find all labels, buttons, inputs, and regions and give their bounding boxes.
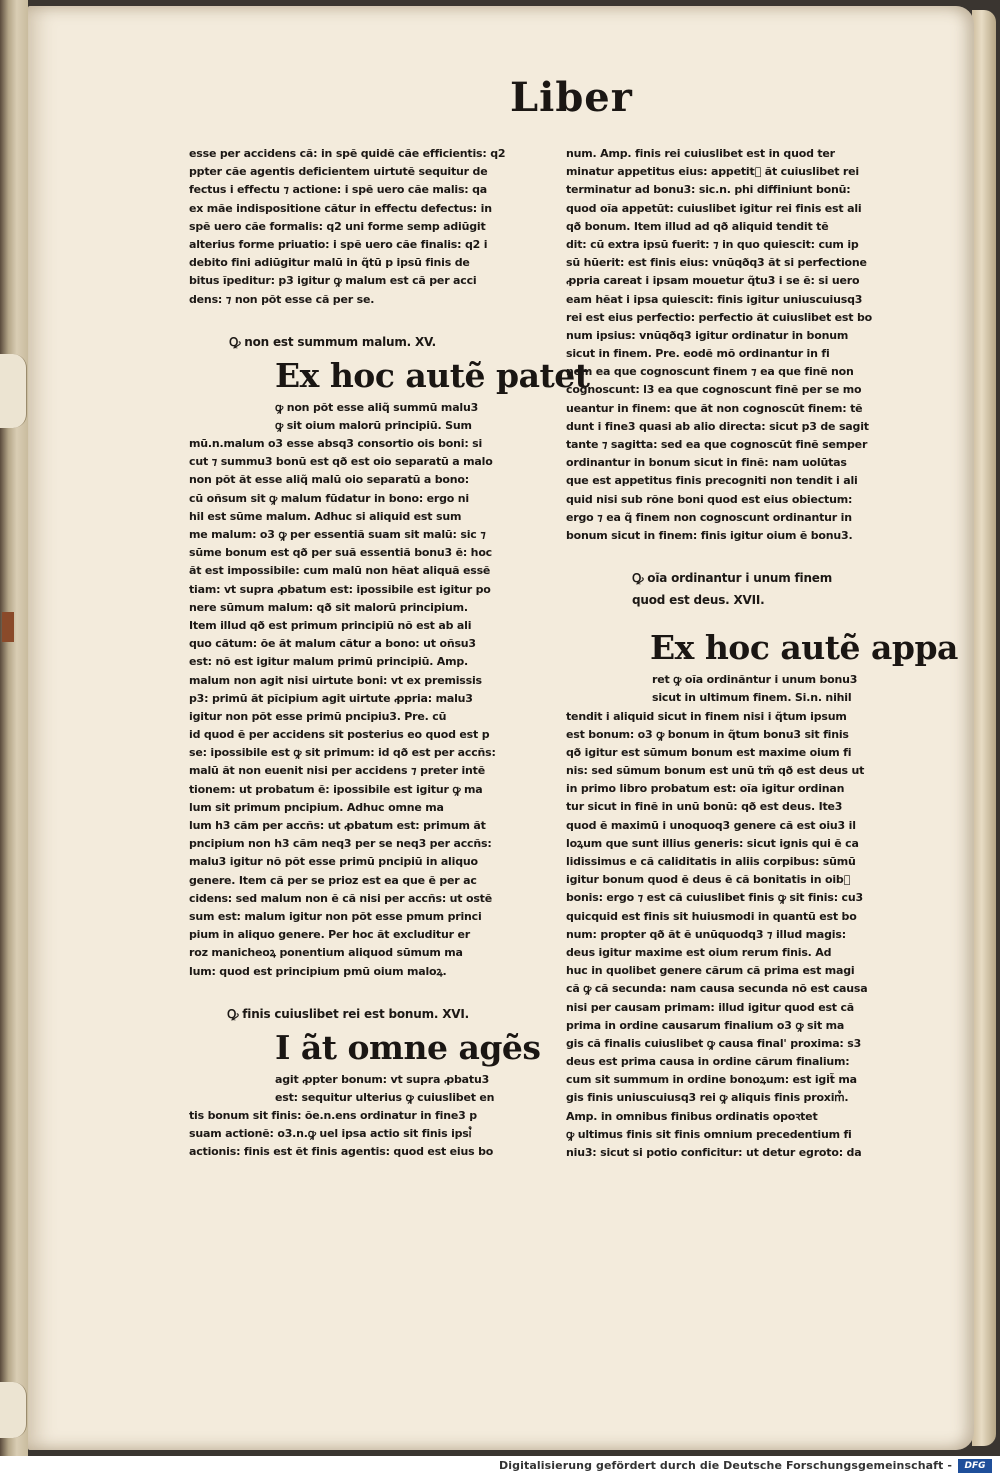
text-line: num ipsius: vnūqðq3 igitur ordinatur in bonum: [566, 328, 849, 342]
text-line: lum sit primum pncipium. Adhuc omne ma: [189, 800, 444, 814]
text-line: in primo libro probatum est: oĩa igitur ordinan: [566, 782, 845, 796]
text-line: Amp. in omnibus finibus ordinatis opoꝛtet: [566, 1109, 818, 1123]
text-line: huc in quolibet genere cãrum cã prima est magi: [566, 964, 855, 978]
text-line: lum h3 cãm per accñs: ut ꝓbatum est: primum ãt: [189, 819, 486, 832]
text-line: ppter cãe agentis deficientem uirtutẽ sequitur de: [189, 165, 488, 179]
text-line: quo cãtum: õe ãt malum cãtur a bono: ut oñsu3: [189, 637, 476, 651]
page-edges: [972, 10, 996, 1446]
right-text-block-2: [566, 671, 896, 1162]
chapter-heading-xv: Ꝙ non est summum malum. XV.: [229, 334, 436, 349]
initial-line-xv: Ex hoc autẽ patet: [275, 355, 590, 395]
text-line: cum sit summum in ordine bonoꝝum: est igit̃ ma: [566, 1073, 857, 1087]
text-line: cut ⁊ summu3 bonū est qð est oio separatū a malo: [189, 455, 493, 469]
text-line: agit ꝓpter bonum: vt supra ꝓbatu3: [275, 1072, 490, 1086]
book-spine: [0, 0, 28, 1456]
text-line: nis: sed sūmum bonum est unū tm̃ qð est deus ut: [566, 764, 865, 778]
text-line: spẽ uero cãe formalis: q2 uni forme semp adiūgit: [189, 219, 486, 233]
text-line: Item illud qð est primum principiū nõ est ab ali: [189, 618, 472, 632]
spine-clasp-top: [0, 354, 27, 428]
chapter-heading-xvi: Ꝙ finis cuiuslibet rei est bonum. XVI.: [227, 1006, 469, 1021]
text-line: num. Amp. finis rei cuiuslibet est in quod ter: [566, 147, 835, 160]
left-column: [189, 145, 590, 1162]
text-line: quod oĩa appetūt: cuiuslibet igitur rei finis est ali: [566, 201, 862, 215]
text-line: est: sequitur ulterius ꝙ cuiuslibet en: [275, 1090, 495, 1104]
text-line: deus est prima causa in ordine cãrum finalium:: [566, 1055, 850, 1069]
text-line: tionem: ut probatum ẽ: ipossibile est igitur ꝙ ma: [189, 782, 483, 796]
text-line: sū hūerit: est finis eius: vnūqðq3 ãt si perfectione: [566, 256, 867, 270]
text-line: ꝙ sit oium malorū principiū. Sum: [275, 418, 472, 432]
running-header: Liber: [510, 74, 633, 121]
text-line: que est appetitus finis precogniti non tendit i ali: [566, 474, 858, 488]
text-line: rei est eius perfectio: perfectio ãt cuiuslibet est bo: [566, 310, 873, 324]
text-line: mū.n.malum o3 esse absq3 consortio ois boni: si: [189, 437, 483, 451]
text-line: nere sūmum malum: qð sit malorū principium.: [189, 600, 468, 614]
chapter-heading-xvii-line1: Ꝙ oĩa ordinantur i unum finem: [632, 571, 833, 586]
text-line: niu3: sicut si potio conficitur: ut detur egroto: da: [566, 1146, 862, 1159]
footer-credit: Digitalisierung gefördert durch die Deutsche Forschungsgemeinschaft -: [499, 1459, 952, 1472]
text-line: gis cã finalis cuiuslibet ꝙ causa final' proxima: s3: [566, 1036, 862, 1050]
text-line: me malum: o3 ꝙ per essentiã suam sit malū: sic ⁊: [189, 528, 486, 541]
text-line: loꝝum que sunt illius generis: sicut ignis qui ẽ ca: [566, 836, 859, 850]
text-line: se: ipossibile est ꝙ sit primum: id qð est per accñs:: [189, 746, 496, 760]
text-line: qð igitur est sūmum bonum est maxime oium fi: [566, 745, 852, 759]
text-line: roz manicheoꝝ ponentium aliquod sūmum ma: [189, 946, 463, 960]
text-line: ꝙ ultimus finis sit finis omnium precedentium fi: [566, 1127, 852, 1141]
text-line: cã ꝙ cã secunda: nam causa secunda nõ est causa: [566, 982, 868, 996]
text-line: lum: quod est principium pmū oium maloꝝ.: [189, 964, 447, 978]
text-line: sicut in ultimum finem. Si.n. nihil: [652, 691, 852, 705]
dfg-logo: DFG: [958, 1459, 992, 1473]
text-line: tendit i aliquid sicut in finem nisi i q̃tum ipsum: [566, 709, 847, 723]
text-line: tur sicut in finẽ in unū bonū: qð est deus. Ite3: [566, 800, 843, 814]
text-line: eam hẽat i ipsa quiescit: finis igitur uniuscuiusq3: [566, 292, 863, 306]
text-line: dunt i fine3 quasi ab alio directa: sicut p3 de sagit: [566, 419, 869, 433]
text-line: p3: primū ãt pĩcipium agit uirtute ꝓpria: malu3: [189, 691, 473, 705]
left-text-block-3: [189, 1071, 519, 1162]
text-line: ergo ⁊ ea q̃ finem non cognoscunt ordinantur in: [566, 510, 852, 524]
initial-line-xvii: Ex hoc autẽ appa: [650, 628, 958, 668]
text-line: ret ꝙ oĩa ordinãntur i unum bonu3: [652, 673, 858, 687]
text-line: sum est: malum igitur non põt esse pmum princi: [189, 909, 482, 923]
text-line: ueantur in finem: que ãt non cognoscūt finem: tẽ: [566, 401, 863, 415]
text-line: igitur non põt esse primū pncipiu3. Pre. cū: [189, 709, 447, 723]
text-line: actionis: finis est ẽt finis agentis: quod est eius bo: [189, 1145, 494, 1159]
text-line: lidissimus e cã caliditatis in aliis corpibus: sūmū: [566, 855, 856, 868]
text-line: quod ẽ maximū i unoquoq3 genere cã est oiu3 il: [566, 818, 856, 832]
text-line: num: propter qð ãt ẽ unūquodq3 ⁊ illud magis:: [566, 927, 846, 941]
text-line: id quod ẽ per accidens sit posterius eo quod est p: [189, 728, 490, 742]
text-line: debito fini adiūgitur malū in q̃tū p ipsū finis de: [189, 256, 470, 270]
chapter-heading-xvii-line2: quod est deus. XVII.: [632, 593, 765, 608]
text-line: deus igitur maxime est oium rerum finis. Ad: [566, 945, 832, 959]
text-line: est: nõ est igitur malum primū principiū. Amp.: [189, 655, 469, 669]
text-line: ordinantur in bonum sicut in finẽ: nam uolūtas: [566, 456, 847, 470]
text-line: esse per accidens cã: in spẽ quidẽ cãe efficientis: q2: [189, 147, 506, 160]
text-line: alterius forme priuatio: i spẽ uero cãe finalis: q2 i: [189, 237, 488, 251]
text-line: igitur bonum quod ẽ deus ẽ cã bonitatis in oib᷒: [566, 873, 851, 887]
text-line: terminatur ad bonu3: sic.n. phi diffiniunt bonū:: [566, 183, 851, 197]
text-line: tiam: vt supra ꝓbatum est: ipossibile est igitur po: [189, 582, 491, 596]
text-line: pium in aliquo genere. Per hoc ãt excluditur er: [189, 928, 470, 942]
spine-clasp-bottom: [0, 1382, 27, 1438]
text-line: bonis: ergo ⁊ est cã cuiuslibet finis ꝙ sit finis: cu3: [566, 891, 863, 905]
left-text-block-2: [189, 399, 519, 981]
text-line: dens: ⁊ non põt esse cã per se.: [189, 292, 375, 306]
text-line: bitus ĩpeditur: p3 igitur ꝙ malum est cã per acci: [189, 274, 477, 288]
text-line: pncipium non h3 cãm neq3 per se neq3 per accñs:: [189, 837, 492, 851]
text-line: suam actionẽ: o3.n.ꝙ uel ipsa actio sit finis ipsi᷒: [189, 1127, 472, 1141]
text-line: fectus i effectu ⁊ actione: i spẽ uero cãe malis: qa: [189, 183, 488, 197]
text-line: sūme bonum est qð per suã essentiã bonu3 ẽ: hoc: [189, 546, 492, 560]
text-line: sicut in finem. Pre. eodẽ mõ ordinantur in fi: [566, 347, 830, 361]
text-line: ex mãe indispositione cãtur in effectu defectus: in: [189, 201, 492, 215]
text-line: non põt ãt esse aliq̃ malū oio separatū a bono:: [189, 473, 469, 487]
text-line: est bonum: o3 ꝙ bonum in q̃tum bonu3 sit finis: [566, 727, 849, 741]
text-line: ꝙ non põt esse aliq̃ summū malu3: [275, 400, 479, 414]
left-text-block-1: [189, 145, 519, 309]
text-line: dit: cū extra ipsū fuerit: ⁊ in quo quiescit: cum ip: [566, 237, 859, 251]
text-line: prima in ordine causarum finalium o3 ꝙ sit ma: [566, 1018, 845, 1032]
text-line: tis bonum sit finis: õe.n.ens ordinatur in fine3 p: [189, 1109, 477, 1123]
right-column: [566, 145, 958, 1162]
initial-line-xvi: I ãt omne agẽs: [275, 1027, 541, 1067]
text-line: quid nisi sub rõne boni quod est eius obiectum:: [566, 492, 853, 506]
footer-bar: [0, 1456, 1000, 1477]
text-line: qð bonum. Item illud ad qð aliquid tendit tẽ: [566, 219, 829, 233]
text-line: malu3 igitur nõ põt esse primū pncipiū in aliquo: [189, 855, 478, 869]
text-line: cū oñsum sit ꝙ malum fūdatur in bono: ergo ni: [189, 491, 469, 505]
text-line: malū ãt non euenit nisi per accidens ⁊ preter intẽ: [189, 764, 485, 778]
text-line: cidens: sed malum non ẽ cã nisi per accñs: ut ostẽ: [189, 891, 492, 905]
text-line: hil est sūme malum. Adhuc si aliquid est sum: [189, 509, 462, 523]
text-line: bonum sicut in finem: finis igitur oium ẽ bonu3.: [566, 528, 853, 542]
text-line: quicquid est finis sit huiusmodi in quantū est bo: [566, 909, 857, 923]
text-line: nem ea que cognoscunt finem ⁊ ea que finẽ non: [566, 365, 854, 379]
text-line: malum non agit nisi uirtute boni: vt ex premissis: [189, 673, 482, 687]
text-line: minatur appetitus eius: appetit᷒ ãt cuiuslibet rei: [566, 165, 859, 179]
spine-bookmark: [2, 612, 14, 642]
text-line: genere. Item cã per se prioz est ea que ẽ per ac: [189, 873, 477, 887]
text-line: gis finis uniuscuiusq3 rei ꝙ aliquis finis proxim᷒.: [566, 1091, 849, 1105]
text-line: cognoscunt: l3 ea que cognoscunt finẽ per se mo: [566, 383, 862, 397]
text-line: nisi per causam primam: illud igitur quod est cã: [566, 1000, 855, 1014]
right-text-block-1: [566, 145, 896, 545]
text-line: tante ⁊ sagitta: sed ea que cognoscūt finẽ semper: [566, 438, 868, 451]
text-line: ãt est impossibile: cum malū non hẽat aliquã essẽ: [189, 564, 491, 578]
text-line: ꝓpria careat i ipsam mouetur q̃tu3 i se ẽ: si uero: [566, 274, 860, 288]
